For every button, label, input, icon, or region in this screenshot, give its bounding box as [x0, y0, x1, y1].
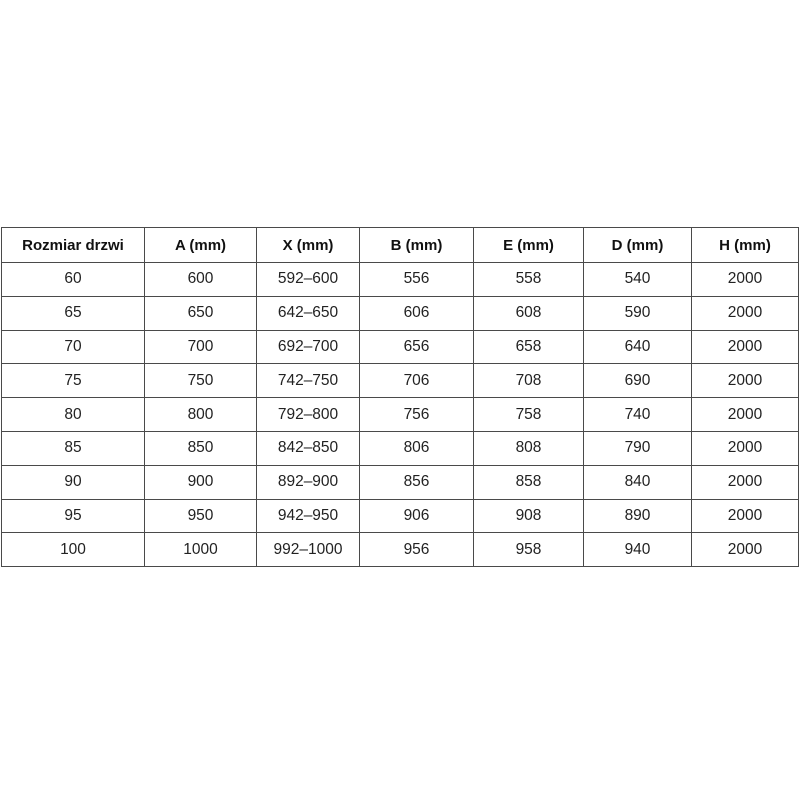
table-cell: 590 [584, 296, 692, 330]
table-cell: 656 [360, 330, 474, 364]
table-cell: 892–900 [257, 465, 360, 499]
table-cell: 2000 [692, 398, 799, 432]
header-rozmiar-drzwi: Rozmiar drzwi [2, 228, 145, 263]
table-cell: 85 [2, 431, 145, 465]
table-cell: 942–950 [257, 499, 360, 533]
table-cell: 690 [584, 364, 692, 398]
header-d-mm: D (mm) [584, 228, 692, 263]
table-cell: 992–1000 [257, 533, 360, 567]
table-cell: 708 [474, 364, 584, 398]
table-row [2, 296, 799, 330]
table-cell: 1000 [145, 533, 257, 567]
table-row [2, 263, 799, 297]
table-cell: 756 [360, 398, 474, 432]
table-cell: 2000 [692, 330, 799, 364]
table-cell: 95 [2, 499, 145, 533]
table-row [2, 330, 799, 364]
table-cell: 908 [474, 499, 584, 533]
table-cell: 2000 [692, 499, 799, 533]
table-cell: 100 [2, 533, 145, 567]
table-cell: 692–700 [257, 330, 360, 364]
table-cell: 2000 [692, 296, 799, 330]
table-cell: 840 [584, 465, 692, 499]
table-cell: 640 [584, 330, 692, 364]
table-cell: 60 [2, 263, 145, 297]
table-cell: 800 [145, 398, 257, 432]
table-cell: 808 [474, 431, 584, 465]
table-row [2, 499, 799, 533]
table-cell: 2000 [692, 364, 799, 398]
table-cell: 600 [145, 263, 257, 297]
header-h-mm: H (mm) [692, 228, 799, 263]
table-cell: 850 [145, 431, 257, 465]
table-cell: 956 [360, 533, 474, 567]
table-cell: 706 [360, 364, 474, 398]
size-spec-table-wrap [1, 227, 798, 567]
table-cell: 890 [584, 499, 692, 533]
table-cell: 642–650 [257, 296, 360, 330]
table-cell: 650 [145, 296, 257, 330]
table-cell: 2000 [692, 263, 799, 297]
table-cell: 842–850 [257, 431, 360, 465]
table-cell: 700 [145, 330, 257, 364]
table-cell: 950 [145, 499, 257, 533]
table-cell: 740 [584, 398, 692, 432]
table-cell: 65 [2, 296, 145, 330]
table-cell: 606 [360, 296, 474, 330]
table-row [2, 533, 799, 567]
table-row [2, 398, 799, 432]
header-b-mm: B (mm) [360, 228, 474, 263]
table-cell: 2000 [692, 431, 799, 465]
table-cell: 900 [145, 465, 257, 499]
table-cell: 940 [584, 533, 692, 567]
table-cell: 540 [584, 263, 692, 297]
table-cell: 806 [360, 431, 474, 465]
table-cell: 758 [474, 398, 584, 432]
header-e-mm: E (mm) [474, 228, 584, 263]
header-x-mm: X (mm) [257, 228, 360, 263]
table-cell: 658 [474, 330, 584, 364]
table-cell: 2000 [692, 465, 799, 499]
table-row [2, 465, 799, 499]
table-cell: 790 [584, 431, 692, 465]
table-cell: 792–800 [257, 398, 360, 432]
table-cell: 2000 [692, 533, 799, 567]
table-cell: 608 [474, 296, 584, 330]
table-cell: 856 [360, 465, 474, 499]
table-cell: 70 [2, 330, 145, 364]
table-cell: 906 [360, 499, 474, 533]
table-cell: 90 [2, 465, 145, 499]
table-cell: 958 [474, 533, 584, 567]
table-cell: 750 [145, 364, 257, 398]
table-cell: 80 [2, 398, 145, 432]
header-a-mm: A (mm) [145, 228, 257, 263]
table-cell: 592–600 [257, 263, 360, 297]
size-spec-table [1, 227, 799, 567]
header-row [2, 228, 799, 263]
table-cell: 858 [474, 465, 584, 499]
table-cell: 558 [474, 263, 584, 297]
table-row [2, 364, 799, 398]
table-cell: 75 [2, 364, 145, 398]
table-row [2, 431, 799, 465]
table-cell: 742–750 [257, 364, 360, 398]
table-cell: 556 [360, 263, 474, 297]
